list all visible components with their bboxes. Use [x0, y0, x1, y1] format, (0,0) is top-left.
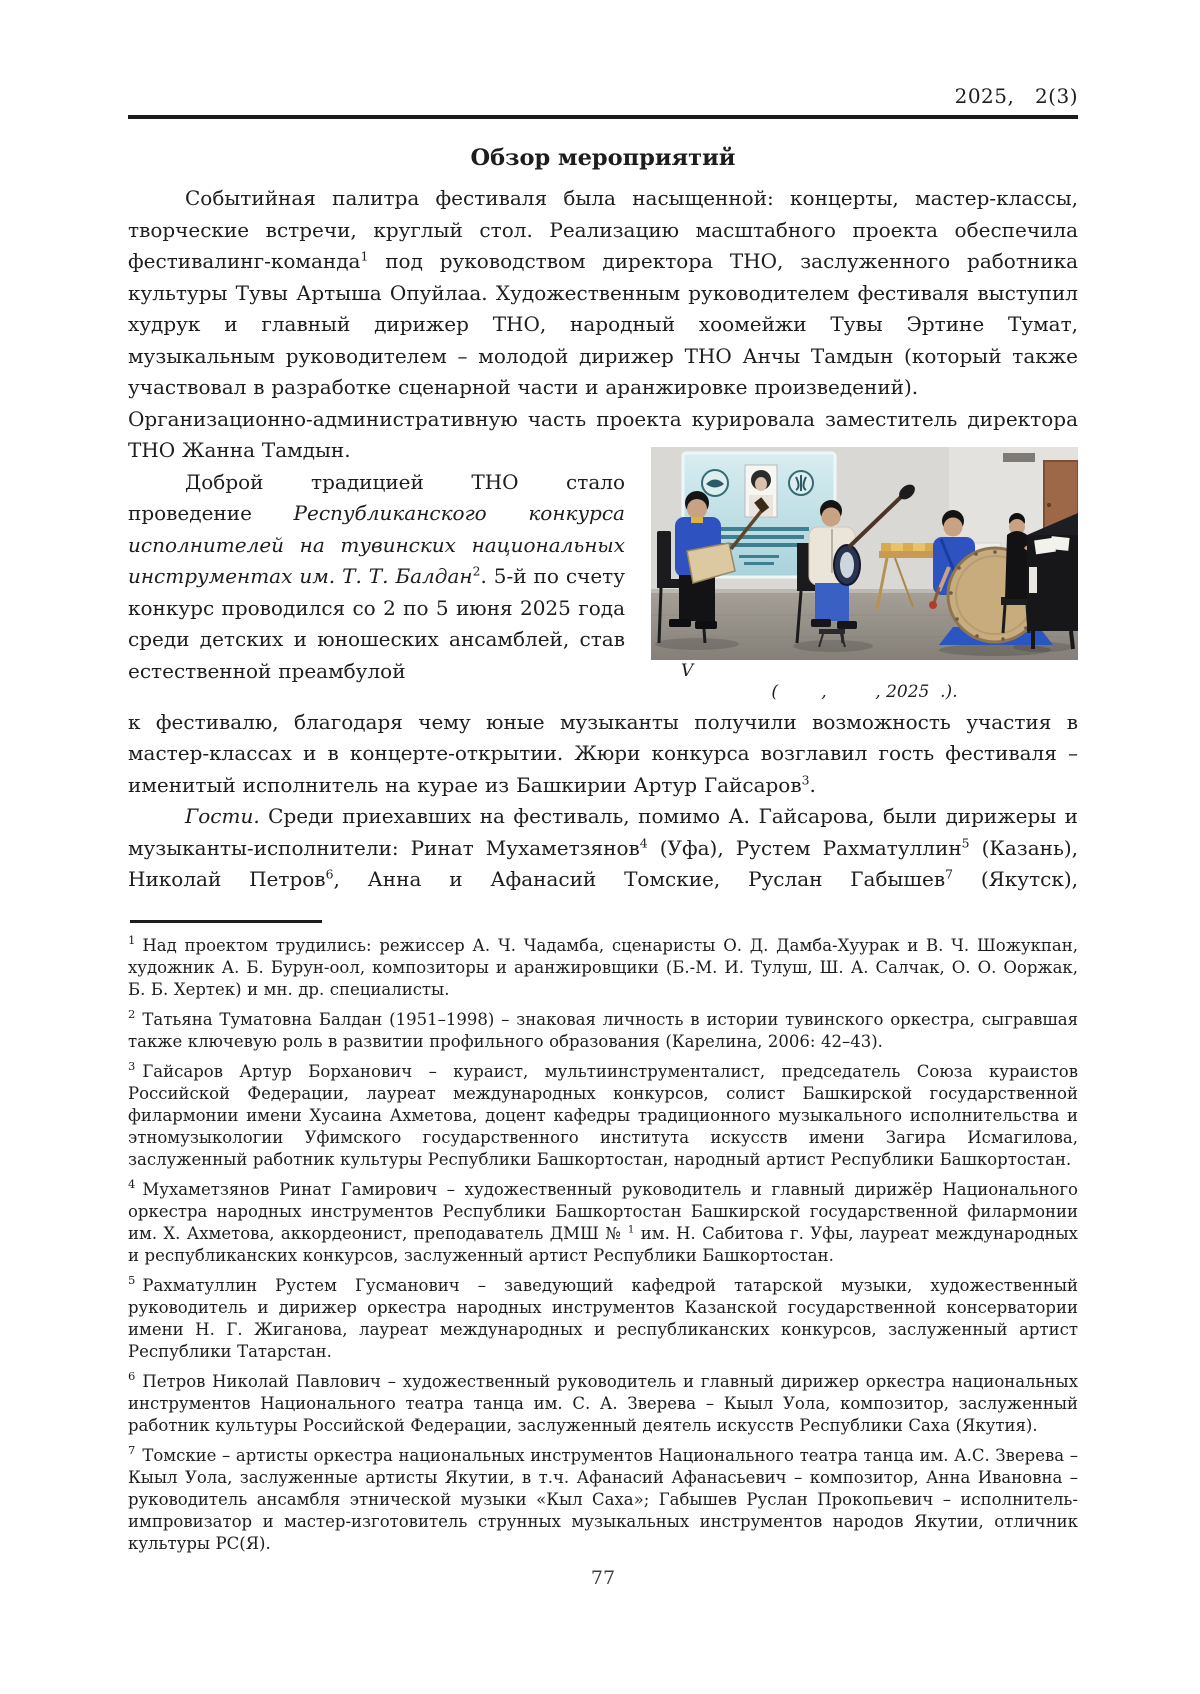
footnote-marker: 1 — [128, 933, 136, 947]
footnote-2 — [128, 1009, 1078, 1053]
section-title: Обзор мероприятий — [470, 145, 736, 171]
footnote-text: Томские – артисты оркестра национальных инструментов Национального театра танца им. А.С. Зверева – Кыыл Уола, заслуженные артисты Якутии, в т.ч. Афанасий Афанасьевич – композитор, Анна Ивановна – руководитель ансамбля этнической музыки «Кыл Саха»; Габышев Руслан Прокопьевич – исполнитель-импровизатор и мастер-изготовитель струнных музыкальных инструментов народов Якутии, отличник культуры РС(Я). — [128, 1445, 1078, 1553]
concert-photo-image — [651, 447, 1078, 660]
footnote-text: Рахматуллин Рустем Гусманович – заведующий кафедрой татарской музыки, художественный руководитель и дирижер оркестра народных инструментов Казанской государственной консерватории имени Н. Г. Жиганова, лауреат международных и республиканских конкурсов, заслуженный артист Республики Татарстан. — [128, 1275, 1078, 1361]
footnote-marker: 3 — [128, 1059, 136, 1073]
concert-photo-figure — [651, 447, 1078, 703]
footnote-6 — [128, 1371, 1078, 1437]
footnote-text: Татьяна Туматовна Балдан (1951–1998) – знаковая личность в истории тувинского оркестра, сыгравшая также ключевую роль в развитии профильного образования (Карелина, 2006: 42–43). — [128, 1009, 1078, 1051]
photo-caption — [651, 661, 1078, 703]
header-rule — [128, 115, 1078, 119]
footnote-marker: 5 — [128, 1273, 136, 1287]
journal-issue: 2025, 2(3) — [954, 84, 1078, 108]
footnote-marker: 7 — [128, 1443, 136, 1457]
paragraph-admin: Организационно-административную часть проекта курировала заместитель директора ТНО Жанна Тамдын. — [128, 406, 1078, 462]
footnote-text: Гайсаров Артур Борханович – кураист, мультиинструменталист, председатель Союза кураистов Российской Федерации, лауреат международных конкурсов, солист Башкирской государственной филармонии имени Хусаина Ахметова, доцент кафедры традиционного музыкального исполнительства и этномузыкологии Уфимского государственного института искусств имени Загира Исмагилова, заслуженный работник культуры Республики Башкортостан, народный артист Республики Башкортостан. — [128, 1061, 1078, 1169]
footnote-marker: 6 — [128, 1369, 136, 1383]
footnote-7 — [128, 1445, 1078, 1555]
footnote-1 — [128, 935, 1078, 1001]
footnote-marker: 2 — [128, 1007, 136, 1021]
footnotes-section — [128, 935, 1078, 1555]
footnote-separator — [130, 920, 322, 923]
footnote-4 — [128, 1179, 1078, 1267]
footnote-marker: 4 — [128, 1177, 136, 1191]
paragraph-guests: Гости. Среди приехавших на фестиваль, помимо А. Гайсарова, были дирижеры и музыканты-исполнители: Ринат Мухаметзянов$^4$ (Уфа), Рустем Рахматуллин$^5$ (Казань), Николай Петров$^6$, Анна и Афанасий Томские, Руслан Габышев$^7$ (Якутск), — [128, 804, 1079, 891]
footnote-3 — [128, 1061, 1078, 1171]
footnote-text: Мухаметзянов Ринат Гамирович – художественный руководитель и главный дирижёр Национального оркестра народных инструментов Республики Башкортостан Башкирской государственной филармонии им. Х. Ахметова, аккордеонист, преподаватель ДМШ № $^1$ им. Н. Сабитова г. Уфы, лауреат международных и республиканских конкурсов, заслуженный артист Республики Башкортостан. — [128, 1179, 1078, 1265]
page-number: 77 — [590, 1566, 616, 1589]
footnote-text: Петров Николай Павлович – художественный руководитель и главный дирижер оркестра национальных инструментов Национального театра танца им. С. А. Зверева – Кыыл Уола, композитор, заслуженный работник культуры Российской Федерации, заслуженный деятель искусств Республики Саха (Якутия). — [128, 1371, 1078, 1435]
paragraph-competition: Доброй традицией ТНО стало проведение Республиканского конкурса исполнителей на тувинских национальных инструментах им. Т. Т. Балдан$^2$. 5-й по счету конкурс проводился со 2 по 5 июня 2025 года среди детских и юношеских ансамблей, став естественной преамбулой — [128, 469, 625, 683]
paragraph-events-overview: Событийная палитра фестиваля была насыщенной: концерты, мастер-классы, творческие встречи, круглый стол. Реализацию масштабного проекта обеспечила фестивалинг-команда$^1$ под руководством директора ТНО, заслуженного работника культуры Тувы Артыша Опуйлаа. Художественным руководителем фестиваля выступил худрук и главный дирижер ТНО, народный хоомейжи Тувы Эртине Тумат, музыкальным руководителем – молодой дирижер ТНО Анчы Тамдын (который также участвовал в разработке сценарной части и аранжировке произведений). — [128, 186, 1078, 399]
photo-caption-line2: ( , , 2025 .). — [771, 681, 958, 702]
photo-caption-line1: V — [681, 660, 694, 681]
footnote-5 — [128, 1275, 1078, 1363]
footnote-text: Над проектом трудились: режиссер А. Ч. Чадамба, сценаристы О. Д. Дамба-Хуурак и В. Ч. Шожукпан, художник А. Б. Бурун-оол, композиторы и аранжировщики (Б.-М. И. Тулуш, Ш. А. Салчак, О. О. Ооржак, Б. Б. Хертек) и мн. др. специалисты. — [128, 935, 1078, 999]
paragraph-festival-jury: к фестивалю, благодаря чему юные музыканты получили возможность участия в мастер-классах и в концерте-открытии. Жюри конкурса возглавил гость фестиваля – именитый исполнитель на курае из Башкирии Артур Гайсаров$^3$. — [128, 709, 1078, 797]
